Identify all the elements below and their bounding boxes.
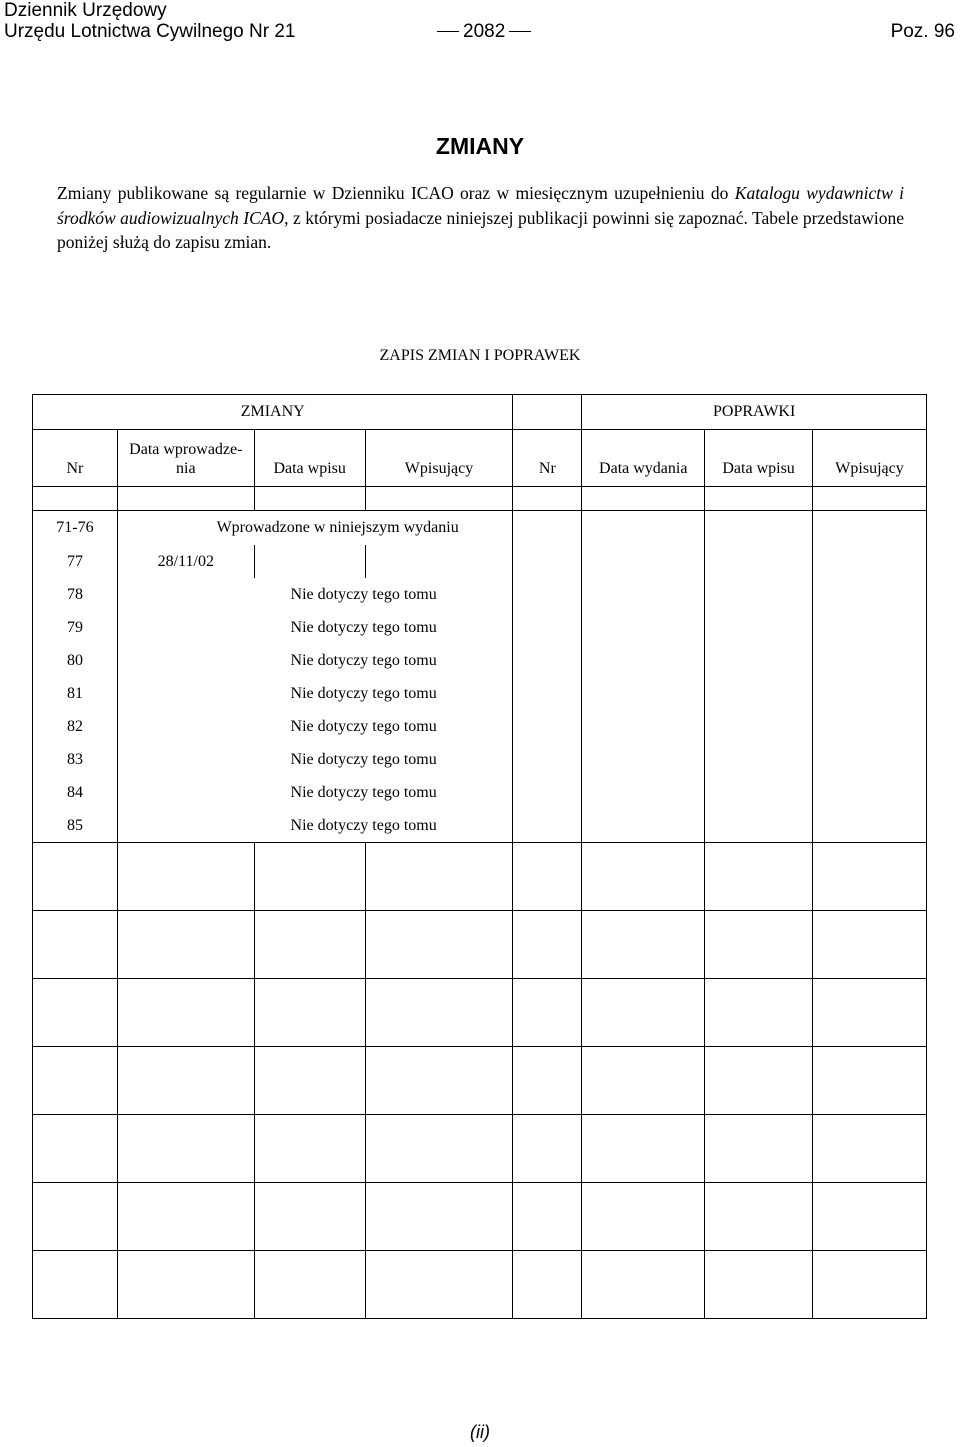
intro-text-after: , z którymi posiadacze niniejszej publikacji powinni się zapoznać. Tabele przedstawione poniżej służą do zapisu zmian. xyxy=(57,207,904,252)
row-nr: 79 xyxy=(33,611,118,644)
row-nr: 71-76 xyxy=(33,511,118,546)
position-label: Poz. 96 xyxy=(890,21,955,42)
col-header-recorder: Wpisujący xyxy=(365,430,513,487)
row-nr: 82 xyxy=(33,710,118,743)
group-corrections-header: POPRAWKI xyxy=(582,395,927,430)
group-header-row xyxy=(33,395,927,430)
page-footer: (ii) xyxy=(470,1422,490,1442)
table-spacer-row xyxy=(33,487,927,511)
row-note: Nie dotyczy tego tomu xyxy=(117,677,513,710)
table-row xyxy=(33,776,927,809)
publication-issue: Urzędu Lotnictwa Cywilnego Nr 21 xyxy=(4,21,296,42)
row-nr: 81 xyxy=(33,677,118,710)
row-note: Nie dotyczy tego tomu xyxy=(117,809,513,843)
publication-title: Dziennik Urzędowy xyxy=(4,0,167,21)
blank-row xyxy=(33,911,927,979)
dash-left xyxy=(437,31,459,32)
row-note: Nie dotyczy tego tomu xyxy=(117,710,513,743)
row-note: Nie dotyczy tego tomu xyxy=(117,578,513,611)
row-nr: 80 xyxy=(33,644,118,677)
intro-catalog-title: Katalogu wydawnictw i środków audiowizualnych ICAO xyxy=(57,183,904,228)
page-title: ZMIANY xyxy=(435,133,525,159)
blank-row xyxy=(33,1115,927,1183)
row-note: Nie dotyczy tego tomu xyxy=(117,611,513,644)
table-row xyxy=(33,511,927,546)
intro-text-before: Zmiany publikowane są regularnie w Dzienniku ICAO oraz w miesięcznym uzupełnieniu do xyxy=(57,183,735,203)
table-row xyxy=(33,644,927,677)
col-header-correction-nr: Nr xyxy=(513,430,582,487)
col-header-correction-record-date: Data wpisu xyxy=(705,430,813,487)
blank-row xyxy=(33,1047,927,1115)
col-header-correction-recorder: Wpisujący xyxy=(813,430,927,487)
row-nr: 85 xyxy=(33,809,118,843)
row-note: Nie dotyczy tego tomu xyxy=(117,776,513,809)
blank-row xyxy=(33,979,927,1047)
changes-log-table xyxy=(32,394,927,1319)
col-header-issue-date: Data wydania xyxy=(582,430,705,487)
table-row xyxy=(33,809,927,843)
table-row xyxy=(33,611,927,644)
row-note: Nie dotyczy tego tomu xyxy=(117,743,513,776)
blank-row xyxy=(33,1251,927,1319)
row-nr: 84 xyxy=(33,776,118,809)
col-header-entry-date-line1: Data wprowadze- xyxy=(129,441,243,458)
row-nr: 83 xyxy=(33,743,118,776)
table-row xyxy=(33,710,927,743)
table-title: ZAPIS ZMIAN I POPRAWEK xyxy=(379,347,581,364)
col-header-entry-date-line2: nia xyxy=(176,460,196,477)
row-note: Wprowadzone w niniejszym wydaniu xyxy=(117,511,513,546)
row-nr: 78 xyxy=(33,578,118,611)
group-changes-header: ZMIANY xyxy=(33,395,513,430)
row-nr: 77 xyxy=(33,545,118,578)
dash-right xyxy=(509,31,531,32)
table-row xyxy=(33,545,927,578)
publication-header xyxy=(4,0,295,42)
row-date: 28/11/02 xyxy=(117,545,254,578)
blank-row xyxy=(33,1183,927,1251)
table-row xyxy=(33,578,927,611)
page-number: 2082 xyxy=(463,21,506,42)
group-spacer-cell xyxy=(513,395,582,430)
col-header-record-date: Data wpisu xyxy=(254,430,365,487)
page-number-block xyxy=(433,21,535,42)
column-header-row xyxy=(33,430,927,487)
table-row xyxy=(33,743,927,776)
row-note: Nie dotyczy tego tomu xyxy=(117,644,513,677)
col-header-entry-date xyxy=(117,430,254,487)
table-row xyxy=(33,677,927,710)
col-header-nr: Nr xyxy=(33,430,118,487)
intro-paragraph xyxy=(57,181,904,255)
blank-row xyxy=(33,843,927,911)
